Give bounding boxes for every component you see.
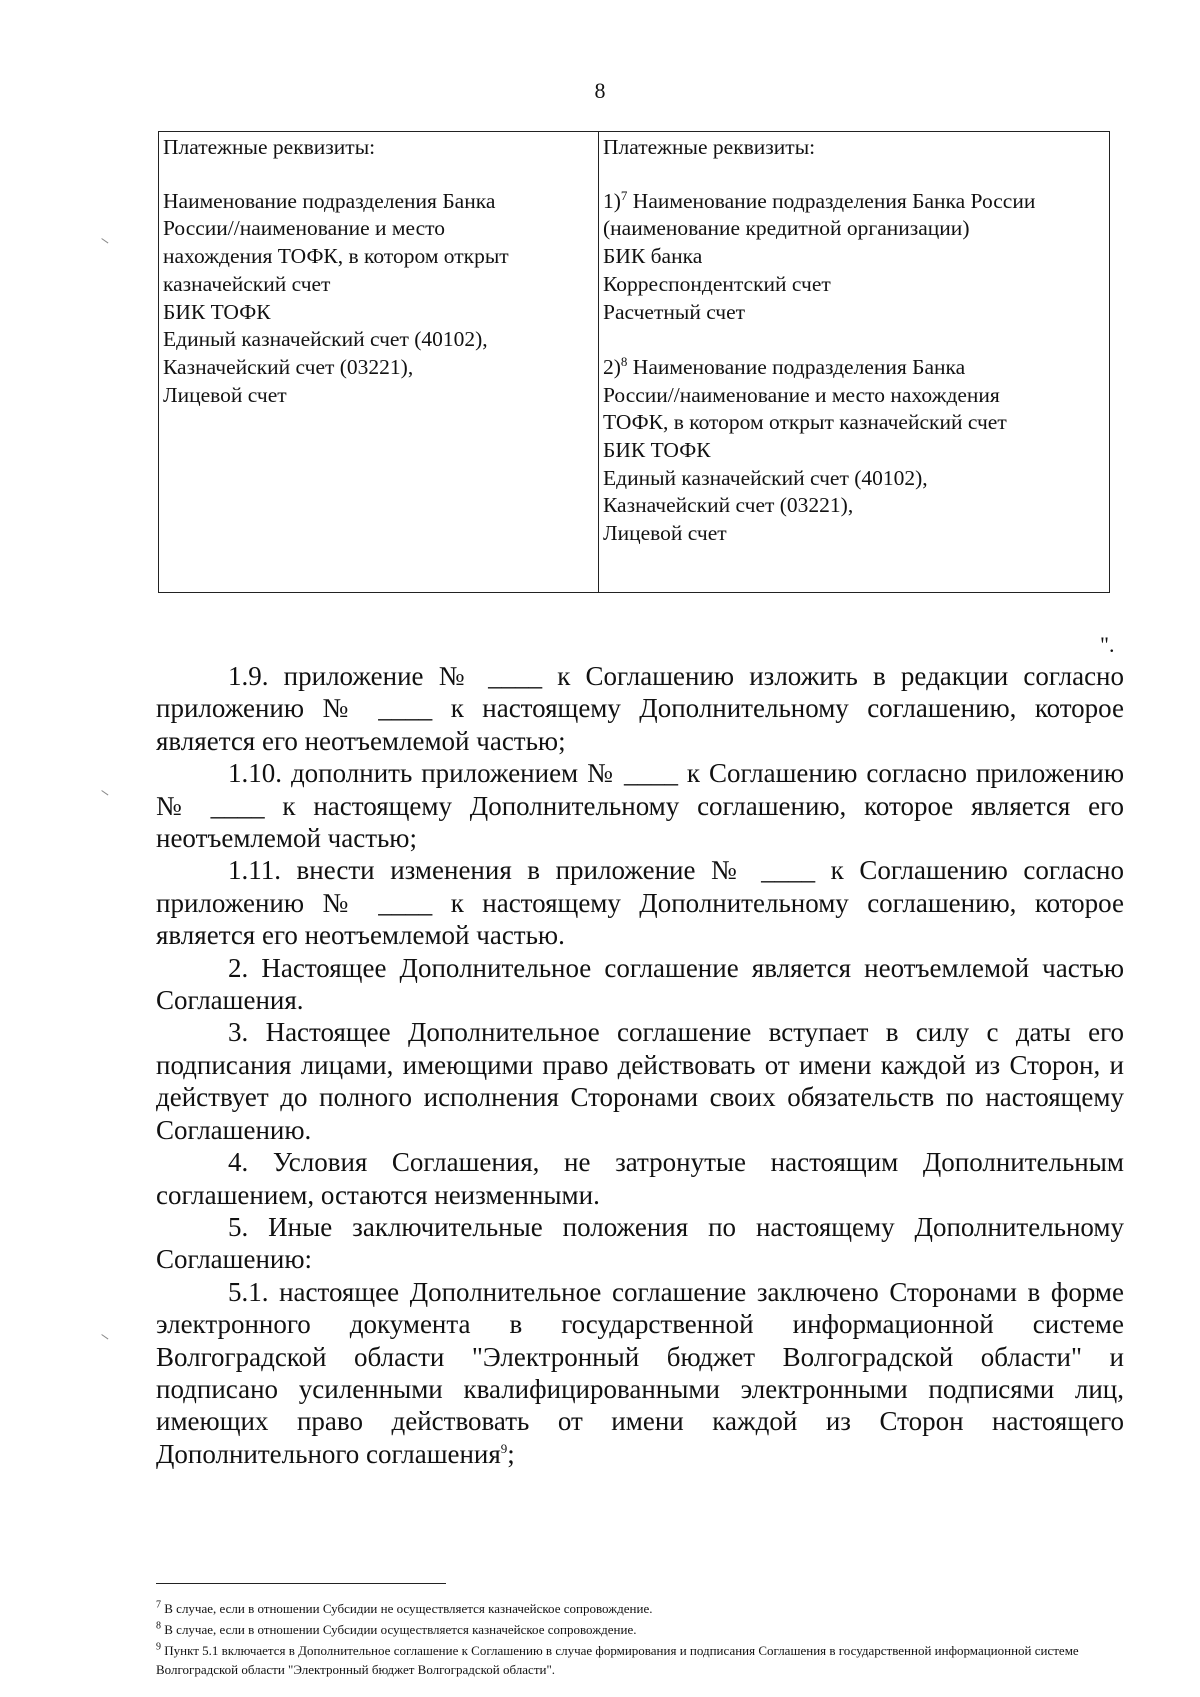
- page-number: 8: [594, 78, 606, 103]
- requisites-right-line: Корреспондентский счет: [603, 271, 831, 296]
- paragraph-1-10: 1.10. дополнить приложением № ____ к Соглашению согласно приложению № ____ к настоящему Дополнительному соглашению, которое является его неотъемлемой частью;: [156, 758, 1124, 854]
- paragraph-3: 3. Настоящее Дополнительное соглашение вступает в силу с даты его подписания лицами, имеющими право действовать от имени каждой из Сторон, и действует до полного исполнения Сторонами своих обязательств по настоящему Соглашению.: [156, 1017, 1124, 1145]
- footnote-ref: 8: [620, 353, 628, 369]
- requisites-left-heading: Платежные реквизиты:: [163, 135, 376, 159]
- requisites-left-line: казначейский счет: [163, 271, 331, 296]
- option-first-line: Наименование подразделения Банка России: [627, 188, 1036, 213]
- footnote-text: Пункт 5.1 включается в Дополнительное соглашение к Соглашению в случае формирования и подписания Соглашения в государственной информационной системе Волгоградской области "Электронный бюджет Волгоградской области".: [156, 1643, 1079, 1677]
- footnote-number: 9: [156, 1641, 161, 1653]
- footnotes: [156, 1599, 1124, 1681]
- requisites-option-2-title: [603, 354, 1105, 382]
- option-first-line: Наименование подразделения Банка: [627, 354, 966, 379]
- requisites-left-line: Наименование подразделения Банка: [163, 188, 496, 213]
- closing-quote: ".: [1100, 632, 1115, 657]
- scan-artifact: [100, 238, 109, 246]
- paragraph-5-1: [156, 1276, 1124, 1470]
- footnote-text: В случае, если в отношении Субсидии не осуществляется казначейское сопровождение.: [161, 1601, 653, 1616]
- document-body: [156, 660, 1124, 1470]
- footnote-ref: 7: [620, 187, 628, 203]
- requisites-left-line: БИК ТОФК: [163, 299, 271, 324]
- footnote-number: 8: [156, 1620, 161, 1632]
- footnote-8: [156, 1620, 1124, 1639]
- requisites-right-line: Казначейский счет (03221),: [603, 493, 854, 518]
- footnote-separator: [156, 1583, 446, 1584]
- paragraph-1-11: 1.11. внести изменения в приложение № ____ к Соглашению согласно приложению № ____ к настоящему Дополнительному соглашению, которое является его неотъемлемой частью.: [156, 855, 1124, 951]
- requisites-right-line: Расчетный счет: [603, 299, 746, 324]
- requisites-right-line: ТОФК, в котором открыт казначейский счет: [603, 410, 1007, 435]
- option-number: 1): [603, 188, 621, 213]
- requisites-right-line: БИК банка: [603, 244, 703, 269]
- paragraph-5-1-end: ;: [507, 1438, 515, 1469]
- option-number: 2): [603, 354, 621, 379]
- requisites-right-column: [599, 132, 1109, 592]
- scan-artifact: [100, 790, 109, 798]
- requisites-right-line: России//наименование и место нахождения: [603, 382, 1000, 407]
- paragraph-4: 4. Условия Соглашения, не затронутые настоящим Дополнительным соглашением, остаются неизменными.: [156, 1147, 1124, 1210]
- scan-artifact: [100, 1334, 109, 1342]
- requisites-left-line: нахождения ТОФК, в котором открыт: [163, 244, 509, 269]
- payment-requisites-table: [158, 131, 1110, 593]
- requisites-left-line: России//наименование и место: [163, 216, 446, 241]
- requisites-left-line: Единый казначейский счет (40102),: [163, 327, 488, 352]
- footnote-number: 7: [156, 1599, 161, 1611]
- paragraph-5-1-text: 5.1. настоящее Дополнительное соглашение заключено Сторонами в форме электронного документа в государственной информационной системе Волгоградской области "Электронный бюджет Волгоградской области" и подписано усиленными квалифицированными электронными подписями лиц, имеющих право действовать от имени каждой из Сторон настоящего Дополнительного соглашения: [156, 1276, 1124, 1469]
- requisites-left-line: Казначейский счет (03221),: [163, 354, 414, 379]
- paragraph-2: 2. Настоящее Дополнительное соглашение является неотъемлемой частью Соглашения.: [156, 952, 1124, 1016]
- footnote-7: [156, 1599, 1124, 1618]
- requisites-right-line: (наименование кредитной организации): [603, 216, 970, 241]
- paragraph-5: 5. Иные заключительные положения по настоящему Дополнительному Соглашению:: [156, 1211, 1124, 1275]
- paragraph-1-9: 1.9. приложение № ____ к Соглашению изложить в редакции согласно приложению № ____ к настоящему Дополнительному соглашению, которое является его неотъемлемой частью;: [156, 661, 1124, 756]
- requisites-right-heading: Платежные реквизиты:: [603, 135, 816, 159]
- footnote-9: [156, 1641, 1124, 1679]
- requisites-right-line: Единый казначейский счет (40102),: [603, 465, 928, 490]
- requisites-left-line: Лицевой счет: [163, 382, 287, 407]
- footnote-ref: 9: [500, 1440, 508, 1456]
- requisites-option-1-title: [603, 188, 1105, 216]
- footnote-text: В случае, если в отношении Субсидии осуществляется казначейское сопровождение.: [161, 1622, 637, 1637]
- requisites-left-column: [159, 132, 599, 592]
- requisites-right-line: Лицевой счет: [603, 521, 727, 546]
- requisites-right-line: БИК ТОФК: [603, 438, 711, 463]
